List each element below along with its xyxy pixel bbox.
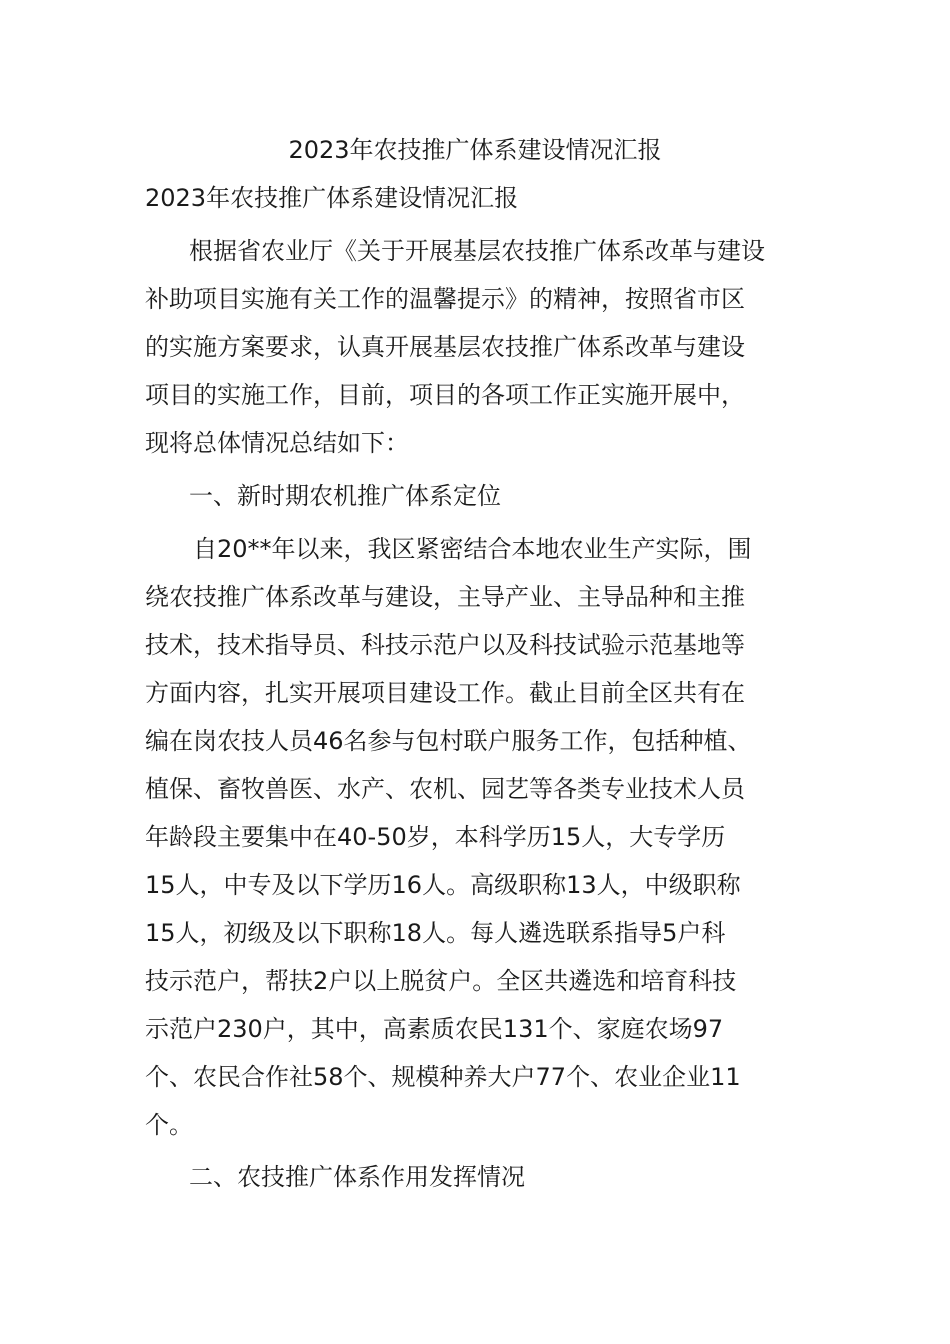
section-1-line: 绕农技推广体系改革与建设，主导产业、主导品种和主推 [145,583,745,611]
section-1-line: 个、农民合作社58个、规模种养大户77个、农业企业11 [145,1063,741,1091]
section-1-line: 技术，技术指导员、科技示范户以及科技试验示范基地等 [145,631,745,659]
section-1-line: 示范户230户，其中，高素质农民131个、家庭农场97 [145,1015,724,1043]
intro-line: 现将总体情况总结如下： [145,429,409,457]
section-1-line: 自20**年以来，我区紧密结合本地农业生产实际，围 [193,535,752,563]
section-1-line: 技示范户，帮扶2户以上脱贫户。全区共遴选和培育科技 [145,967,737,995]
section-1-line: 编在岗农技人员46名参与包村联户服务工作，包括种植、 [145,727,752,755]
intro-line: 补助项目实施有关工作的温馨提示》的精神，按照省市区 [145,285,745,313]
section-1-line: 个。 [145,1111,193,1139]
intro-line: 的实施方案要求，认真开展基层农技推广体系改革与建设 [145,333,745,361]
section-1-line: 15人，初级及以下职称18人。每人遴选联系指导5户科 [145,919,726,947]
section-1-line: 15人，中专及以下学历16人。高级职称13人，中级职称 [145,871,741,899]
section-1-line: 方面内容，扎实开展项目建设工作。截止目前全区共有在 [145,679,745,707]
section-2-heading: 二、农技推广体系作用发挥情况 [189,1163,525,1191]
section-1-heading: 一、新时期农机推广体系定位 [189,482,501,510]
section-1-line: 植保、畜牧兽医、水产、农机、园艺等各类专业技术人员 [145,775,745,803]
intro-line: 根据省农业厅《关于开展基层农技推广体系改革与建设 [189,237,765,265]
document-subtitle: 2023年农技推广体系建设情况汇报 [145,184,519,212]
section-1-line: 年龄段主要集中在40-50岁，本科学历15人，大专学历 [145,823,726,851]
intro-line: 项目的实施工作，目前，项目的各项工作正实施开展中， [145,381,745,409]
document-title: 2023年农技推广体系建设情况汇报 [288,136,662,164]
